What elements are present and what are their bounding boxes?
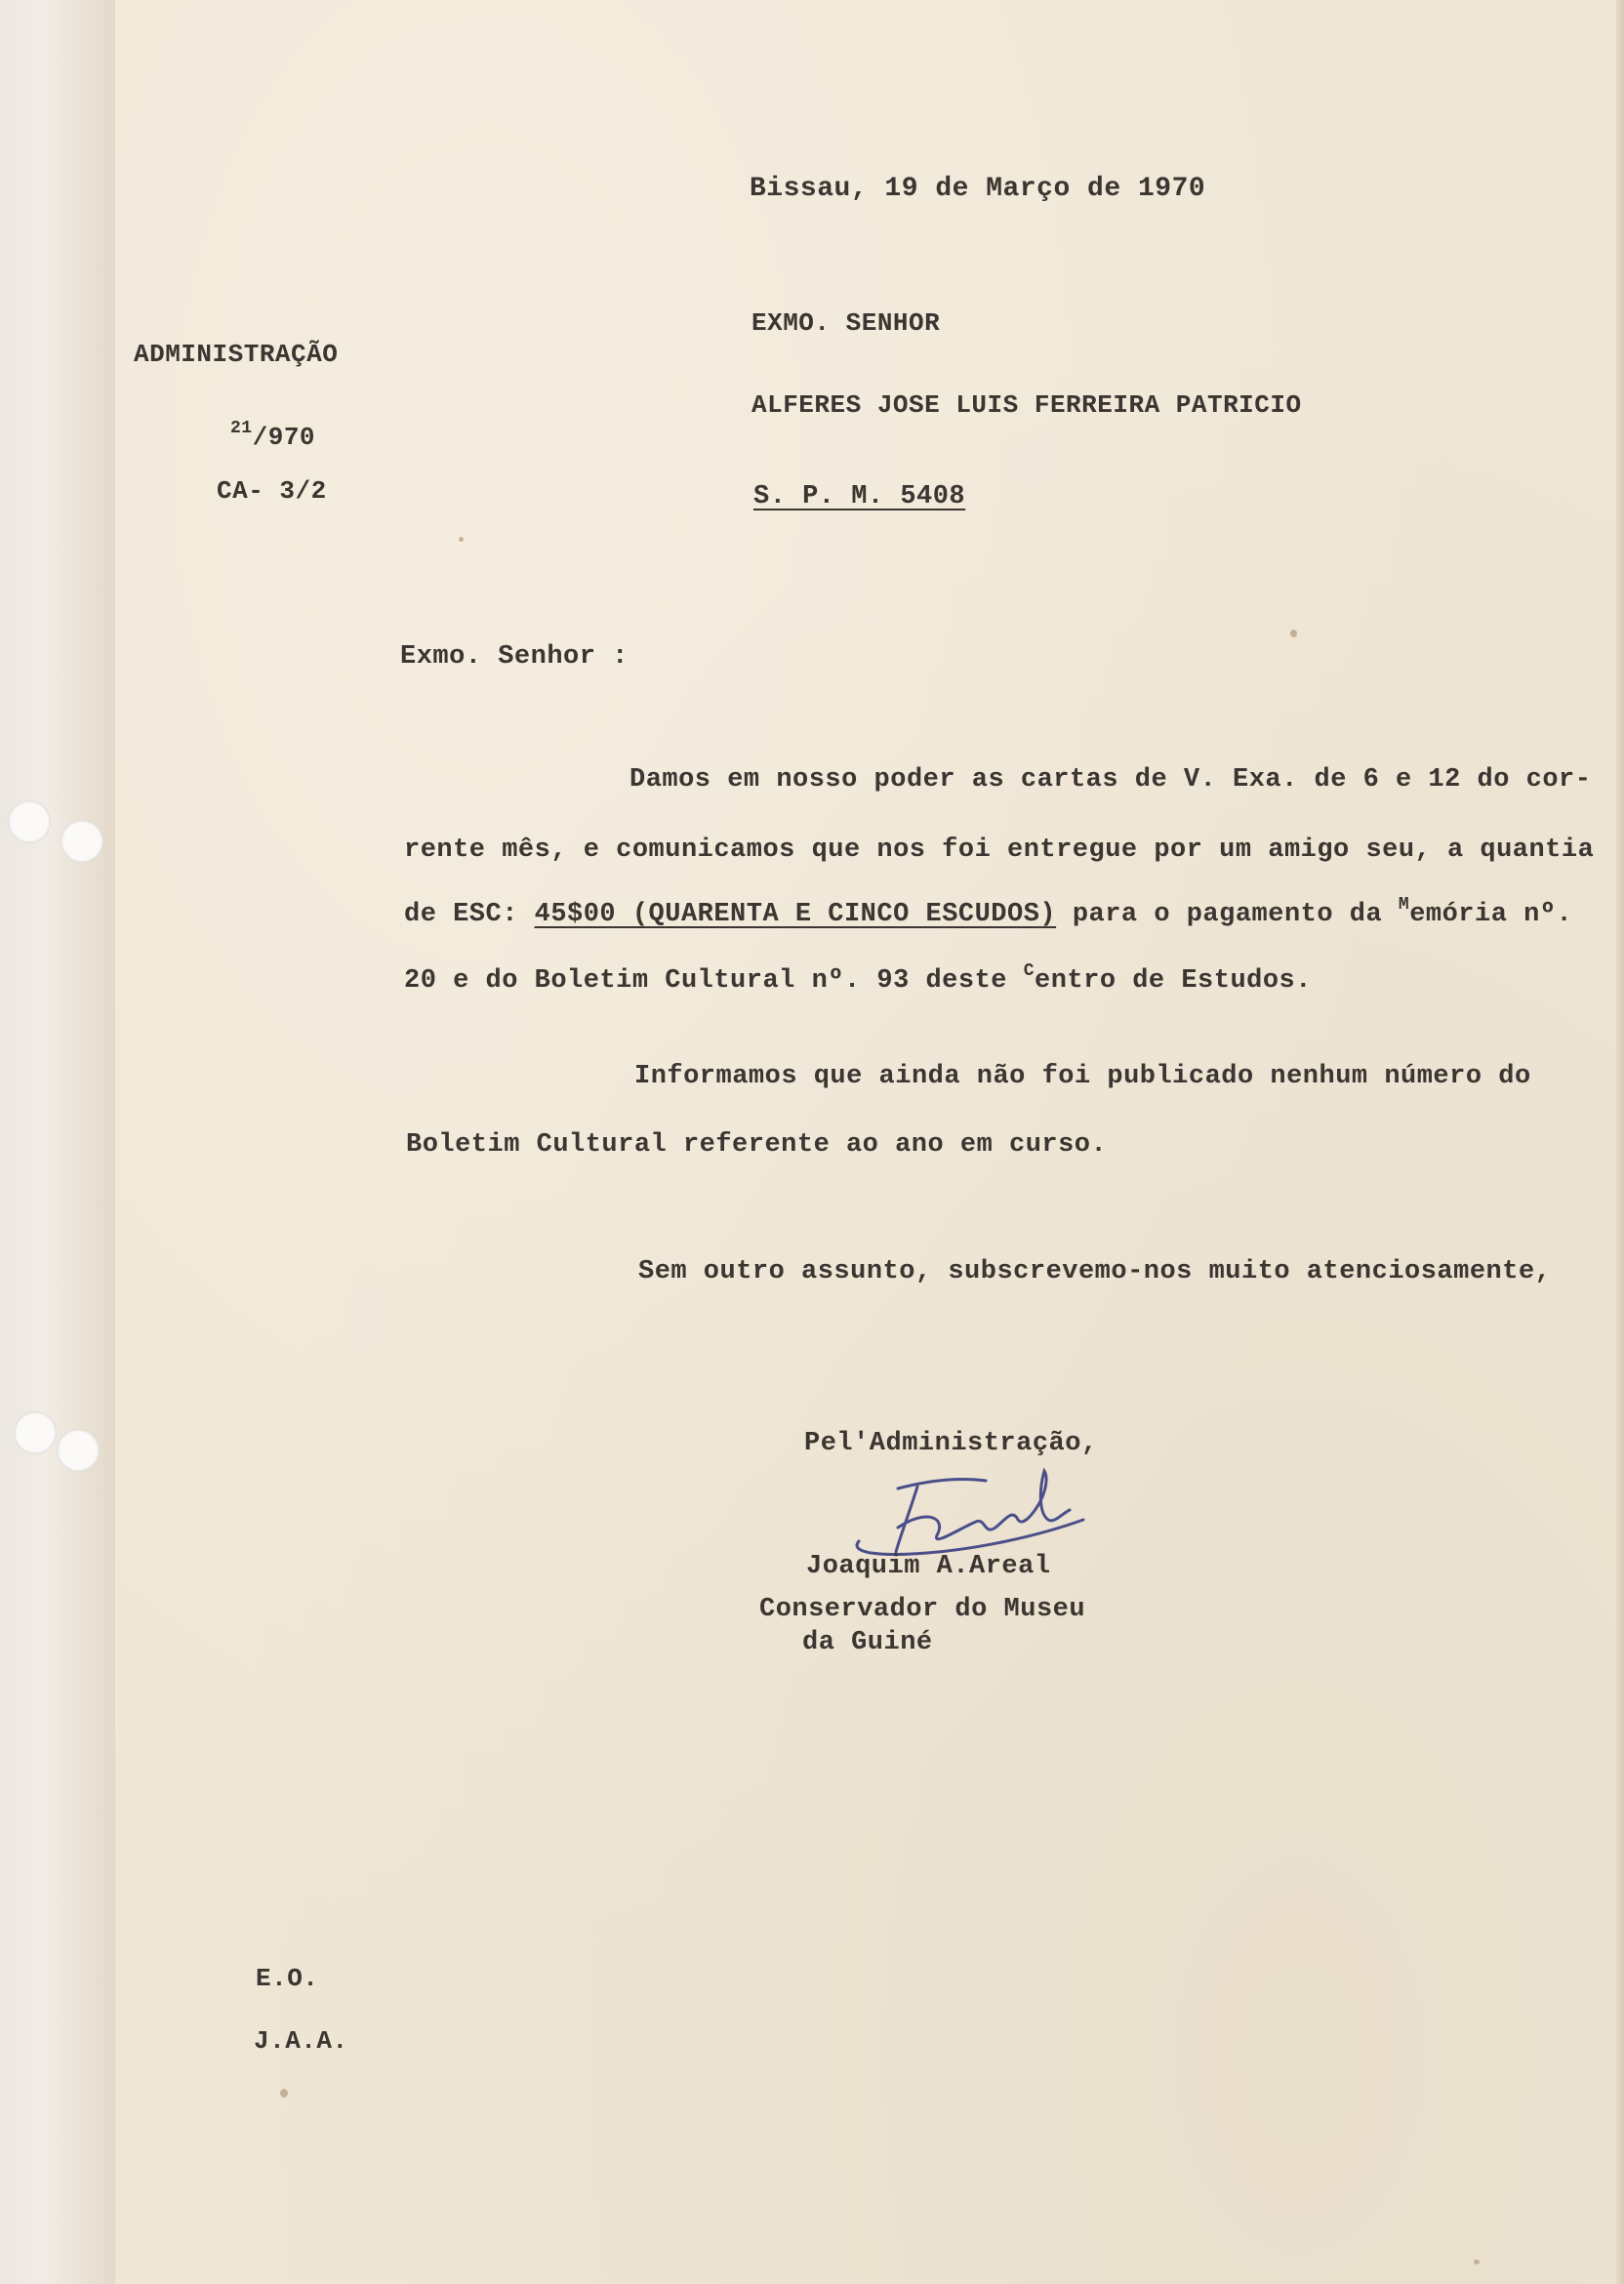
signatory-title-line2: da Guiné [802,1628,933,1657]
boletim-ref: 20 e do Boletim Cultural nº. 93 deste [404,966,1007,996]
footer-initials-2: J.A.A. [254,2026,348,2056]
recipient-salutation: EXMO. SENHOR [751,308,941,338]
recipient-address: S. P. M. 5408 [753,482,966,511]
punch-hole-bottom-right [57,1429,100,1472]
signatory-title-line1: Conservador do Museu [759,1595,1086,1624]
punch-hole-bottom-left [14,1411,57,1454]
recipient-name: ALFERES JOSE LUIS FERREIRA PATRICIO [751,390,1302,420]
paper-right-edge [1616,0,1624,2284]
paper-speck [459,537,464,542]
centro-sup: C [1023,961,1035,981]
reference-number-rest: /970 [252,423,316,452]
closing-line: Sem outro assunto, subscrevemo-nos muito atenciosamente, [638,1257,1552,1286]
amount-prefix: de ESC: [404,900,518,929]
file-code: CA- 3/2 [217,476,327,506]
reference-number-sup: 21 [230,419,253,438]
centro-rest: entro de Estudos. [1035,966,1312,996]
paragraph2-line1: Informamos que ainda não foi publicado nenhum número do [634,1062,1531,1091]
punch-hole-top-left [8,800,51,843]
paragraph1-line3 [404,895,1573,929]
paper-speck [1290,630,1297,637]
handwritten-signature [839,1459,1093,1567]
paragraph1-line1: Damos em nosso poder as cartas de V. Exa. de 6 e 12 do cor- [629,765,1592,795]
paragraph2-line2: Boletim Cultural referente ao ano em curso. [406,1130,1108,1160]
date-line: Bissau, 19 de Março de 1970 [750,174,1206,204]
on-behalf-line: Pel'Administração, [804,1429,1098,1458]
paper-speck [280,2089,288,2098]
letter-salutation: Exmo. Senhor : [400,642,629,672]
signatory-name: Joaquim A.Areal [806,1552,1051,1581]
reference-number [230,419,316,452]
paper-speck [1474,2260,1480,2264]
punch-hole-top-right [61,820,103,863]
department-label: ADMINISTRAÇÃO [134,340,339,369]
amount-value: 45$00 (QUARENTA E CINCO ESCUDOS) [534,900,1057,929]
paragraph1-line2: rente mês, e comunicamos que nos foi entregue por um amigo seu, a quantia [404,836,1595,865]
paragraph1-line4 [404,961,1312,996]
paper-left-edge [0,0,115,2284]
footer-initials-1: E.O. [256,1964,319,1993]
memoria-sup: M [1398,895,1410,915]
memoria-rest: emória nº. [1409,900,1573,929]
payment-purpose: para o pagamento da [1072,900,1383,929]
